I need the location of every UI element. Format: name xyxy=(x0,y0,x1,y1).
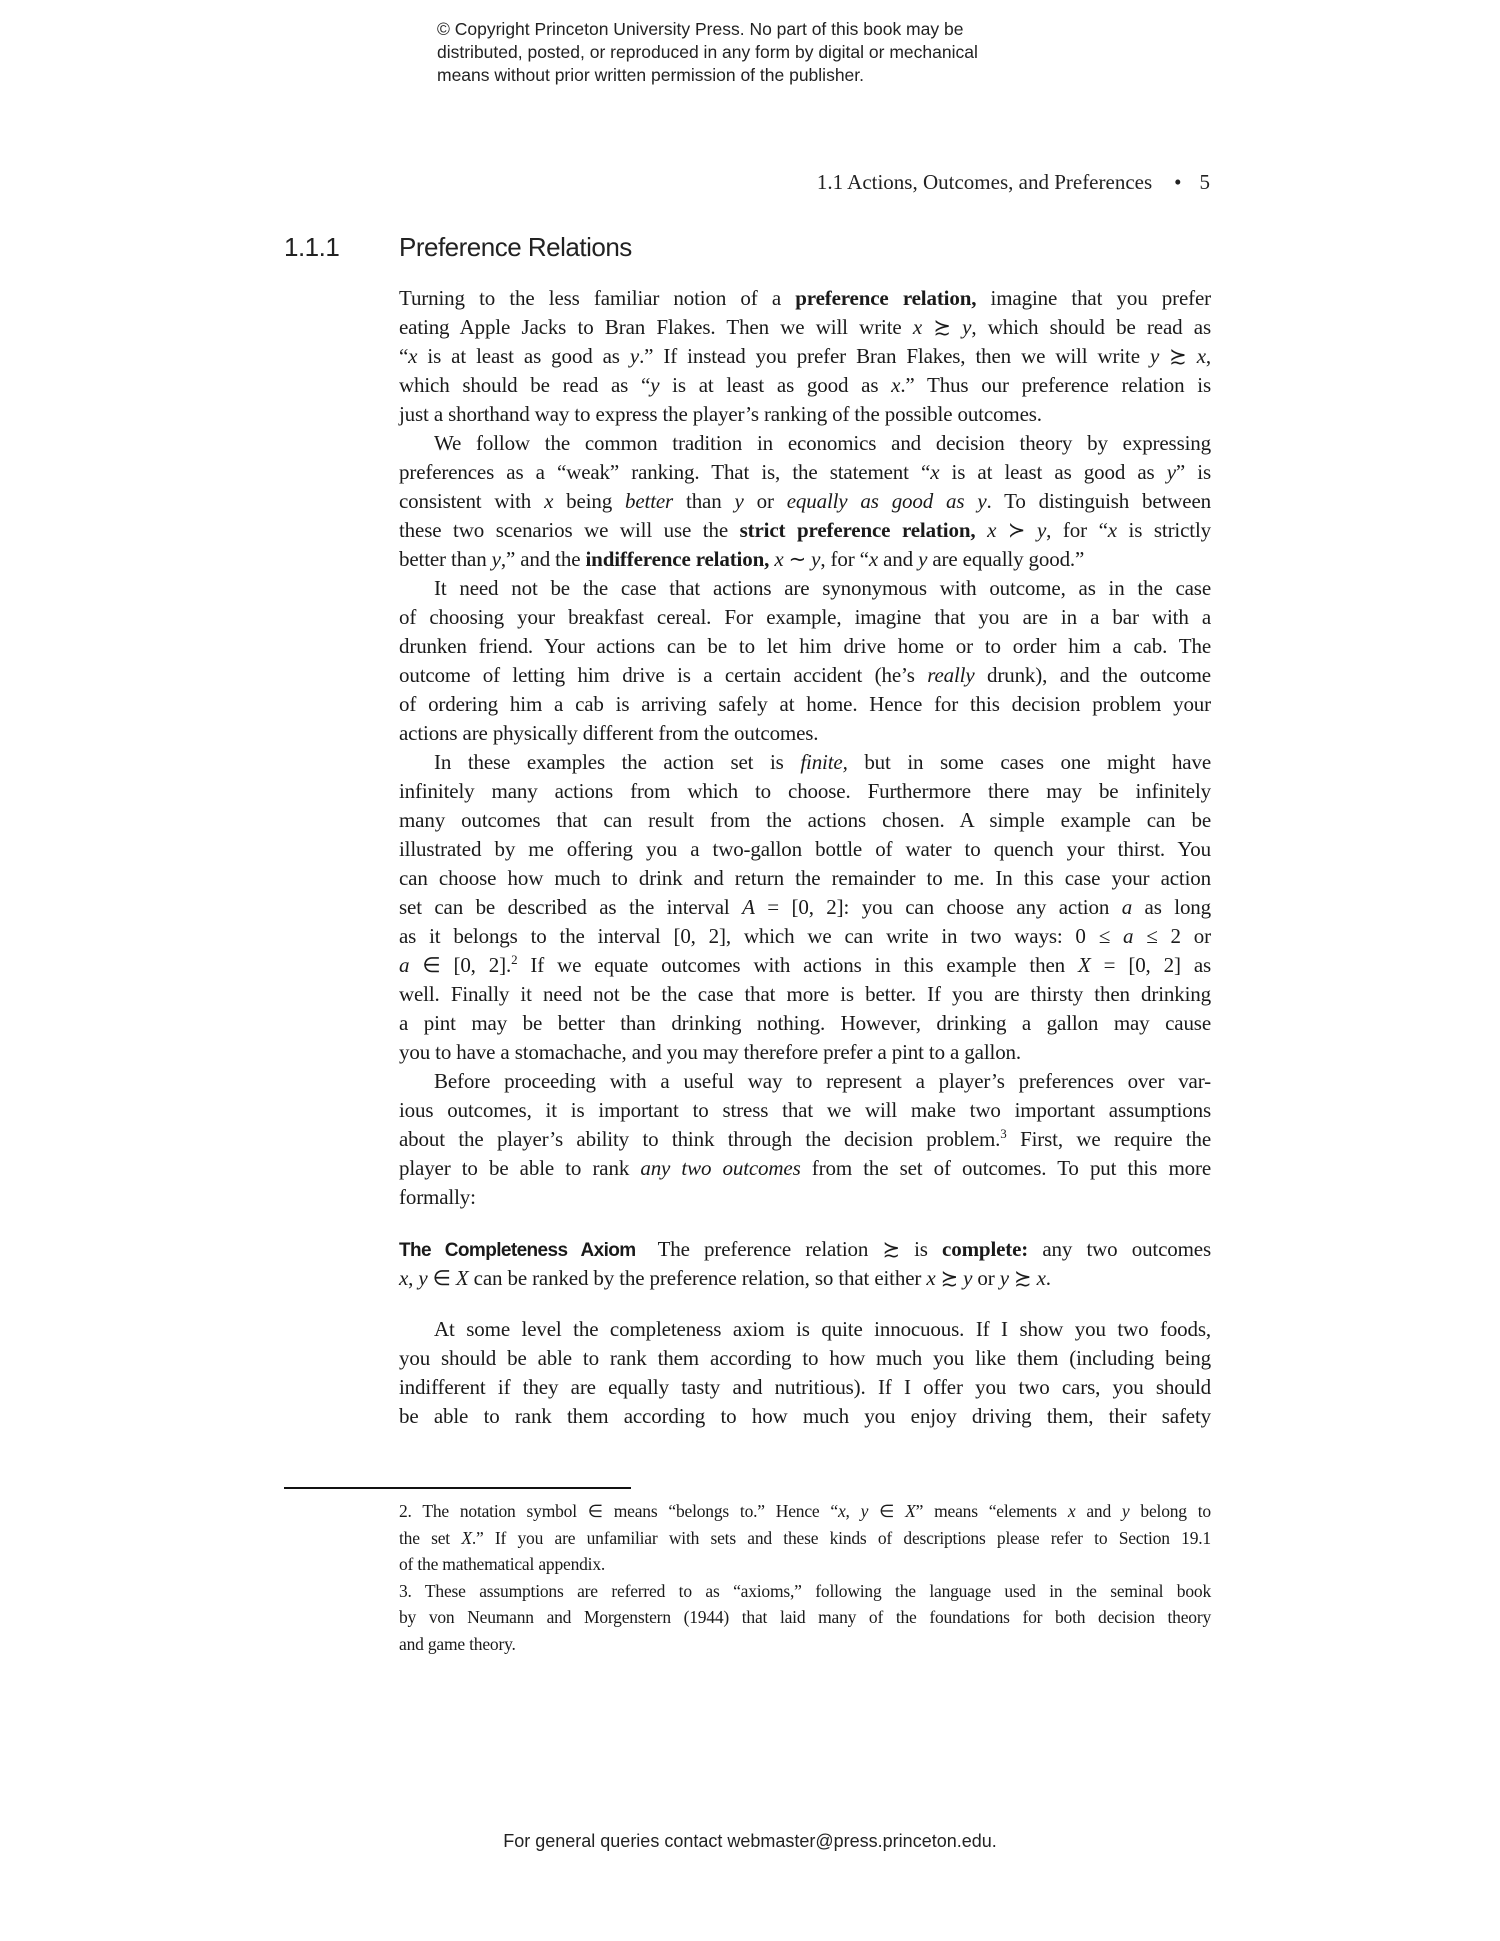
footnote xyxy=(399,1498,1211,1578)
text-run: drunken friend. Your actions can be to let him drive home or to order him a cab. The xyxy=(399,634,1211,658)
text-line xyxy=(399,719,1211,748)
text-run: really xyxy=(927,663,975,687)
text-line xyxy=(399,1631,1211,1658)
text-run: ious outcomes, it is important to stress that we will make two important assumptions xyxy=(399,1098,1211,1122)
text-run: outcome of letting him drive is a certain accident (he’s xyxy=(399,663,928,687)
text-line xyxy=(399,893,1211,922)
text-run: is at least as good as xyxy=(939,460,1167,484)
text-line xyxy=(399,1402,1211,1431)
body-text xyxy=(399,284,1211,1431)
text-run: drunk), and the outcome xyxy=(974,663,1211,687)
text-run: many outcomes that can result from the actions chosen. A simple example can be xyxy=(399,808,1211,832)
text-run: or xyxy=(743,489,787,513)
text-run: belong to xyxy=(1129,1501,1211,1521)
running-head xyxy=(817,170,1210,195)
text-run: x xyxy=(1107,518,1117,542)
text-run: and game theory. xyxy=(399,1633,516,1654)
text-run: a xyxy=(1122,924,1134,948)
text-run: which should be read as “ xyxy=(399,373,651,397)
text-run: can be ranked by the preference relation, so that either xyxy=(468,1266,927,1290)
text-line xyxy=(399,1067,1211,1096)
text-run xyxy=(964,489,977,513)
text-run: imagine that you prefer xyxy=(976,286,1211,310)
text-run: .” Thus our preference relation is xyxy=(900,373,1211,397)
text-run: formally: xyxy=(399,1185,476,1209)
text-line xyxy=(399,1604,1211,1631)
text-run: At some level the completeness axiom is quite innocuous. If I show you two foods, xyxy=(434,1317,1211,1341)
text-run: ≿ xyxy=(935,1266,964,1290)
text-run: or xyxy=(972,1266,1000,1290)
text-run: eating Apple Jacks to Bran Flakes. Then we will write xyxy=(399,315,913,339)
text-line xyxy=(399,661,1211,690)
text-run: y xyxy=(1121,1501,1130,1521)
text-run: 3. These assumptions are referred to as “axioms,” following the language used in the seminal book xyxy=(399,1580,1211,1601)
text-run: x xyxy=(930,460,940,484)
text-line xyxy=(399,1264,1211,1293)
text-run: x xyxy=(868,547,879,571)
text-run: If we equate outcomes with actions in this example then xyxy=(517,953,1078,977)
text-line xyxy=(399,429,1211,458)
text-run: the set xyxy=(399,1527,462,1548)
text-run: , which should be read as xyxy=(971,315,1211,339)
text-run xyxy=(975,518,987,542)
running-head-section: 1.1 Actions, Outcomes, and Preferences xyxy=(816,170,1153,194)
text-run: you should be able to rank them according to how much you like them (including being xyxy=(399,1346,1211,1370)
text-run: x xyxy=(1036,1266,1046,1290)
text-run: set can be described as the interval xyxy=(399,895,743,919)
text-run: X xyxy=(1077,953,1091,977)
text-run: y xyxy=(491,547,501,571)
text-run: 2. The notation symbol ∈ means “belongs to.” Hence “ xyxy=(399,1501,838,1521)
text-line xyxy=(399,545,1211,574)
text-line xyxy=(399,458,1211,487)
section-title: Preference Relations xyxy=(399,232,632,262)
copyright-line: distributed, posted, or reproduced in any form by digital or mechanical xyxy=(437,42,978,62)
completeness-axiom xyxy=(399,1235,1211,1293)
text-run: by von Neumann and Morgenstern (1944) that laid many of the foundations for both decision theory xyxy=(399,1607,1211,1627)
text-run: X xyxy=(455,1266,469,1290)
paragraph xyxy=(399,574,1211,748)
text-line xyxy=(399,1096,1211,1125)
text-run: The preference relation ≿ is xyxy=(657,1237,943,1261)
text-line xyxy=(399,748,1211,777)
text-run: x xyxy=(399,1266,409,1290)
text-run: . To distinguish between xyxy=(986,489,1211,513)
text-run: = [0, 2]: you can choose any action xyxy=(754,895,1122,919)
text-run: ” is xyxy=(1175,460,1211,484)
text-run: ∈ [0, 2]. xyxy=(409,953,512,977)
text-run: any two outcomes xyxy=(1028,1237,1211,1261)
text-line xyxy=(399,864,1211,893)
copyright-line: © Copyright Princeton University Press. No part of this book may be xyxy=(437,19,964,39)
text-run: ≿ xyxy=(922,315,963,339)
text-line xyxy=(399,632,1211,661)
text-run: = [0, 2] as xyxy=(1090,953,1212,977)
text-run: better than xyxy=(399,547,492,571)
text-run: y xyxy=(734,489,744,513)
footer-contact: For general queries contact webmaster@press.princeton.edu. xyxy=(503,1831,997,1851)
text-run: is at least as good as xyxy=(417,344,630,368)
text-run: , for “ xyxy=(820,547,869,571)
footnote xyxy=(399,1578,1211,1658)
text-line xyxy=(399,1498,1211,1525)
text-line xyxy=(399,487,1211,516)
text-run: y xyxy=(811,547,821,571)
text-line xyxy=(399,400,1211,429)
text-run: Before proceeding with a useful way to represent a player’s preferences over var- xyxy=(434,1069,1211,1093)
text-run: indifferent if they are equally tasty and nutritious). If I offer you two cars, you should xyxy=(399,1375,1211,1399)
text-run: be able to rank them according to how much you enjoy driving them, their safety xyxy=(399,1404,1211,1428)
text-line xyxy=(399,1235,1211,1264)
text-run: y xyxy=(962,315,972,339)
text-run: finite, xyxy=(800,750,848,774)
footnote-rule xyxy=(284,1487,631,1489)
text-run: preference relation, xyxy=(795,286,977,310)
text-run: and xyxy=(1075,1501,1122,1521)
text-run: y xyxy=(1166,460,1176,484)
text-run: y xyxy=(977,489,987,513)
text-run: x xyxy=(912,315,923,339)
text-run: y xyxy=(629,344,640,368)
paragraph xyxy=(399,284,1211,429)
text-run: strict preference relation, xyxy=(739,518,976,542)
paragraph xyxy=(399,1067,1211,1212)
text-line xyxy=(399,835,1211,864)
text-run: y xyxy=(1149,344,1160,368)
text-run: infinitely many actions from which to choose. Furthermore there may be infinitely xyxy=(399,779,1211,803)
text-run: , xyxy=(1205,344,1211,368)
text-line xyxy=(399,951,1211,980)
text-run: of ordering him a cab is arriving safely at home. Hence for this decision problem your xyxy=(399,692,1211,716)
footnote-marker: 3 xyxy=(1000,1126,1007,1141)
paragraph xyxy=(399,1315,1211,1431)
text-run: as long xyxy=(1132,895,1211,919)
text-run: x xyxy=(926,1266,936,1290)
text-run: ∼ xyxy=(783,547,812,571)
text-run: x xyxy=(987,518,997,542)
text-run: these two scenarios we will use the xyxy=(399,518,740,542)
text-run: ,” and the xyxy=(500,547,586,571)
text-run: of choosing your breakfast cereal. For example, imagine that you are in a bar with a xyxy=(399,605,1211,629)
text-line xyxy=(399,1551,1211,1578)
page-number: 5 xyxy=(1199,170,1210,194)
text-run: ≻ xyxy=(996,518,1037,542)
text-run: X xyxy=(905,1501,916,1521)
text-run: consistent with xyxy=(399,489,545,513)
text-line xyxy=(399,284,1211,313)
text-run: y xyxy=(860,1501,869,1521)
text-run: from the set of outcomes. To put this more xyxy=(800,1156,1211,1180)
text-run: being xyxy=(553,489,625,513)
text-run: are equally good.” xyxy=(927,547,1085,571)
text-run: player to be able to rank xyxy=(399,1156,641,1180)
text-run: and xyxy=(878,547,919,571)
text-run: complete: xyxy=(942,1237,1029,1261)
text-run: .” If instead you prefer Bran Flakes, then we will write xyxy=(639,344,1150,368)
text-run: a xyxy=(399,953,410,977)
text-run: ∈ xyxy=(427,1266,456,1290)
text-run: indifference relation, xyxy=(585,547,770,571)
text-line xyxy=(399,922,1211,951)
text-line xyxy=(399,342,1211,371)
text-run: than xyxy=(673,489,735,513)
text-run: of the mathematical appendix. xyxy=(399,1554,606,1574)
text-run: a pint may be better than drinking nothing. However, drinking a gallon may cause xyxy=(399,1011,1211,1035)
text-run: x xyxy=(774,547,784,571)
section-number: 1.1.1 xyxy=(284,232,340,262)
text-run: y xyxy=(918,547,928,571)
text-run: y xyxy=(1037,518,1047,542)
text-run: just a shorthand way to express the player’s ranking of the possible outcomes. xyxy=(399,402,1042,426)
axiom-label: The Completeness Axiom xyxy=(399,1240,636,1261)
text-run: x xyxy=(1196,344,1206,368)
text-line xyxy=(399,690,1211,719)
paragraph xyxy=(399,429,1211,574)
text-run: ” means “elements xyxy=(915,1501,1068,1521)
text-run: ∈ xyxy=(868,1501,906,1521)
text-run: A xyxy=(742,895,755,919)
text-line xyxy=(399,980,1211,1009)
text-run: y xyxy=(999,1266,1009,1290)
text-run: well. Finally it need not be the case that more is better. If you are thirsty then drinking xyxy=(399,982,1211,1006)
text-run: any two outcomes xyxy=(640,1156,801,1180)
copyright-notice xyxy=(437,18,1057,87)
text-run: x xyxy=(408,344,418,368)
text-line xyxy=(399,777,1211,806)
text-run: We follow the common tradition in economics and decision theory by expressing xyxy=(434,431,1211,455)
text-run: In these examples the action set is xyxy=(434,750,801,774)
text-run: “ xyxy=(399,344,409,368)
text-run: is at least as good as xyxy=(659,373,892,397)
footnote-marker: 2 xyxy=(511,952,518,967)
text-run: x xyxy=(891,373,901,397)
text-run: preferences as a “weak” ranking. That is, the statement “ xyxy=(399,460,931,484)
text-line xyxy=(399,313,1211,342)
text-line xyxy=(399,806,1211,835)
text-run: equally as good as xyxy=(786,489,965,513)
text-run: x xyxy=(837,1501,846,1521)
copyright-line: means without prior written permission of the publisher. xyxy=(437,65,865,85)
text-run: better xyxy=(625,489,674,513)
text-run: , for “ xyxy=(1046,518,1108,542)
text-run: x xyxy=(544,489,554,513)
text-line xyxy=(399,1125,1211,1154)
text-line xyxy=(399,371,1211,400)
text-run: is strictly xyxy=(1116,518,1212,542)
text-run: It need not be the case that actions are synonymous with outcome, as in the case xyxy=(434,576,1211,600)
text-run: . xyxy=(1045,1266,1051,1290)
text-run: y xyxy=(650,373,660,397)
text-run: y xyxy=(418,1266,428,1290)
text-line xyxy=(399,516,1211,545)
footnotes xyxy=(399,1498,1211,1657)
text-line xyxy=(399,1038,1211,1067)
text-line xyxy=(399,1315,1211,1344)
text-line xyxy=(399,1344,1211,1373)
text-line xyxy=(399,1009,1211,1038)
text-run: , xyxy=(408,1266,419,1290)
text-run: ≿ xyxy=(1159,344,1197,368)
text-line xyxy=(399,603,1211,632)
text-run: as it belongs to the interval [0, 2], which we can write in two ways: 0 ≤ xyxy=(399,924,1123,948)
text-run: .” If you are unfamiliar with sets and these kinds of descriptions please refer to Section 19.1 xyxy=(471,1527,1211,1548)
text-line xyxy=(399,1578,1211,1605)
text-run: First, we require the xyxy=(1006,1127,1211,1151)
text-run: but in some cases one might have xyxy=(847,750,1211,774)
text-line xyxy=(399,1183,1211,1212)
text-run: about the player’s ability to think through the decision problem. xyxy=(399,1127,1001,1151)
text-line xyxy=(399,1525,1211,1552)
text-run: y xyxy=(963,1266,973,1290)
text-run: Turning to the less familiar notion of a xyxy=(399,286,796,310)
text-run: , xyxy=(845,1501,861,1521)
text-line xyxy=(399,574,1211,603)
text-run: can choose how much to drink and return the remainder to me. In this case your action xyxy=(399,866,1211,890)
text-run: illustrated by me offering you a two-gallon bottle of water to quench your thirst. You xyxy=(399,837,1211,861)
text-line xyxy=(399,1154,1211,1183)
text-run: actions are physically different from the outcomes. xyxy=(399,721,819,745)
text-line xyxy=(399,1373,1211,1402)
text-run: x xyxy=(1067,1501,1076,1521)
text-run: ≤ 2 or xyxy=(1133,924,1211,948)
paragraph xyxy=(399,748,1211,1067)
text-run: X xyxy=(461,1527,472,1548)
bullet-separator: • xyxy=(1174,170,1182,194)
text-run: a xyxy=(1121,895,1133,919)
text-run: you to have a stomachache, and you may therefore prefer a pint to a gallon. xyxy=(399,1040,1022,1064)
text-run: ≿ xyxy=(1008,1266,1037,1290)
